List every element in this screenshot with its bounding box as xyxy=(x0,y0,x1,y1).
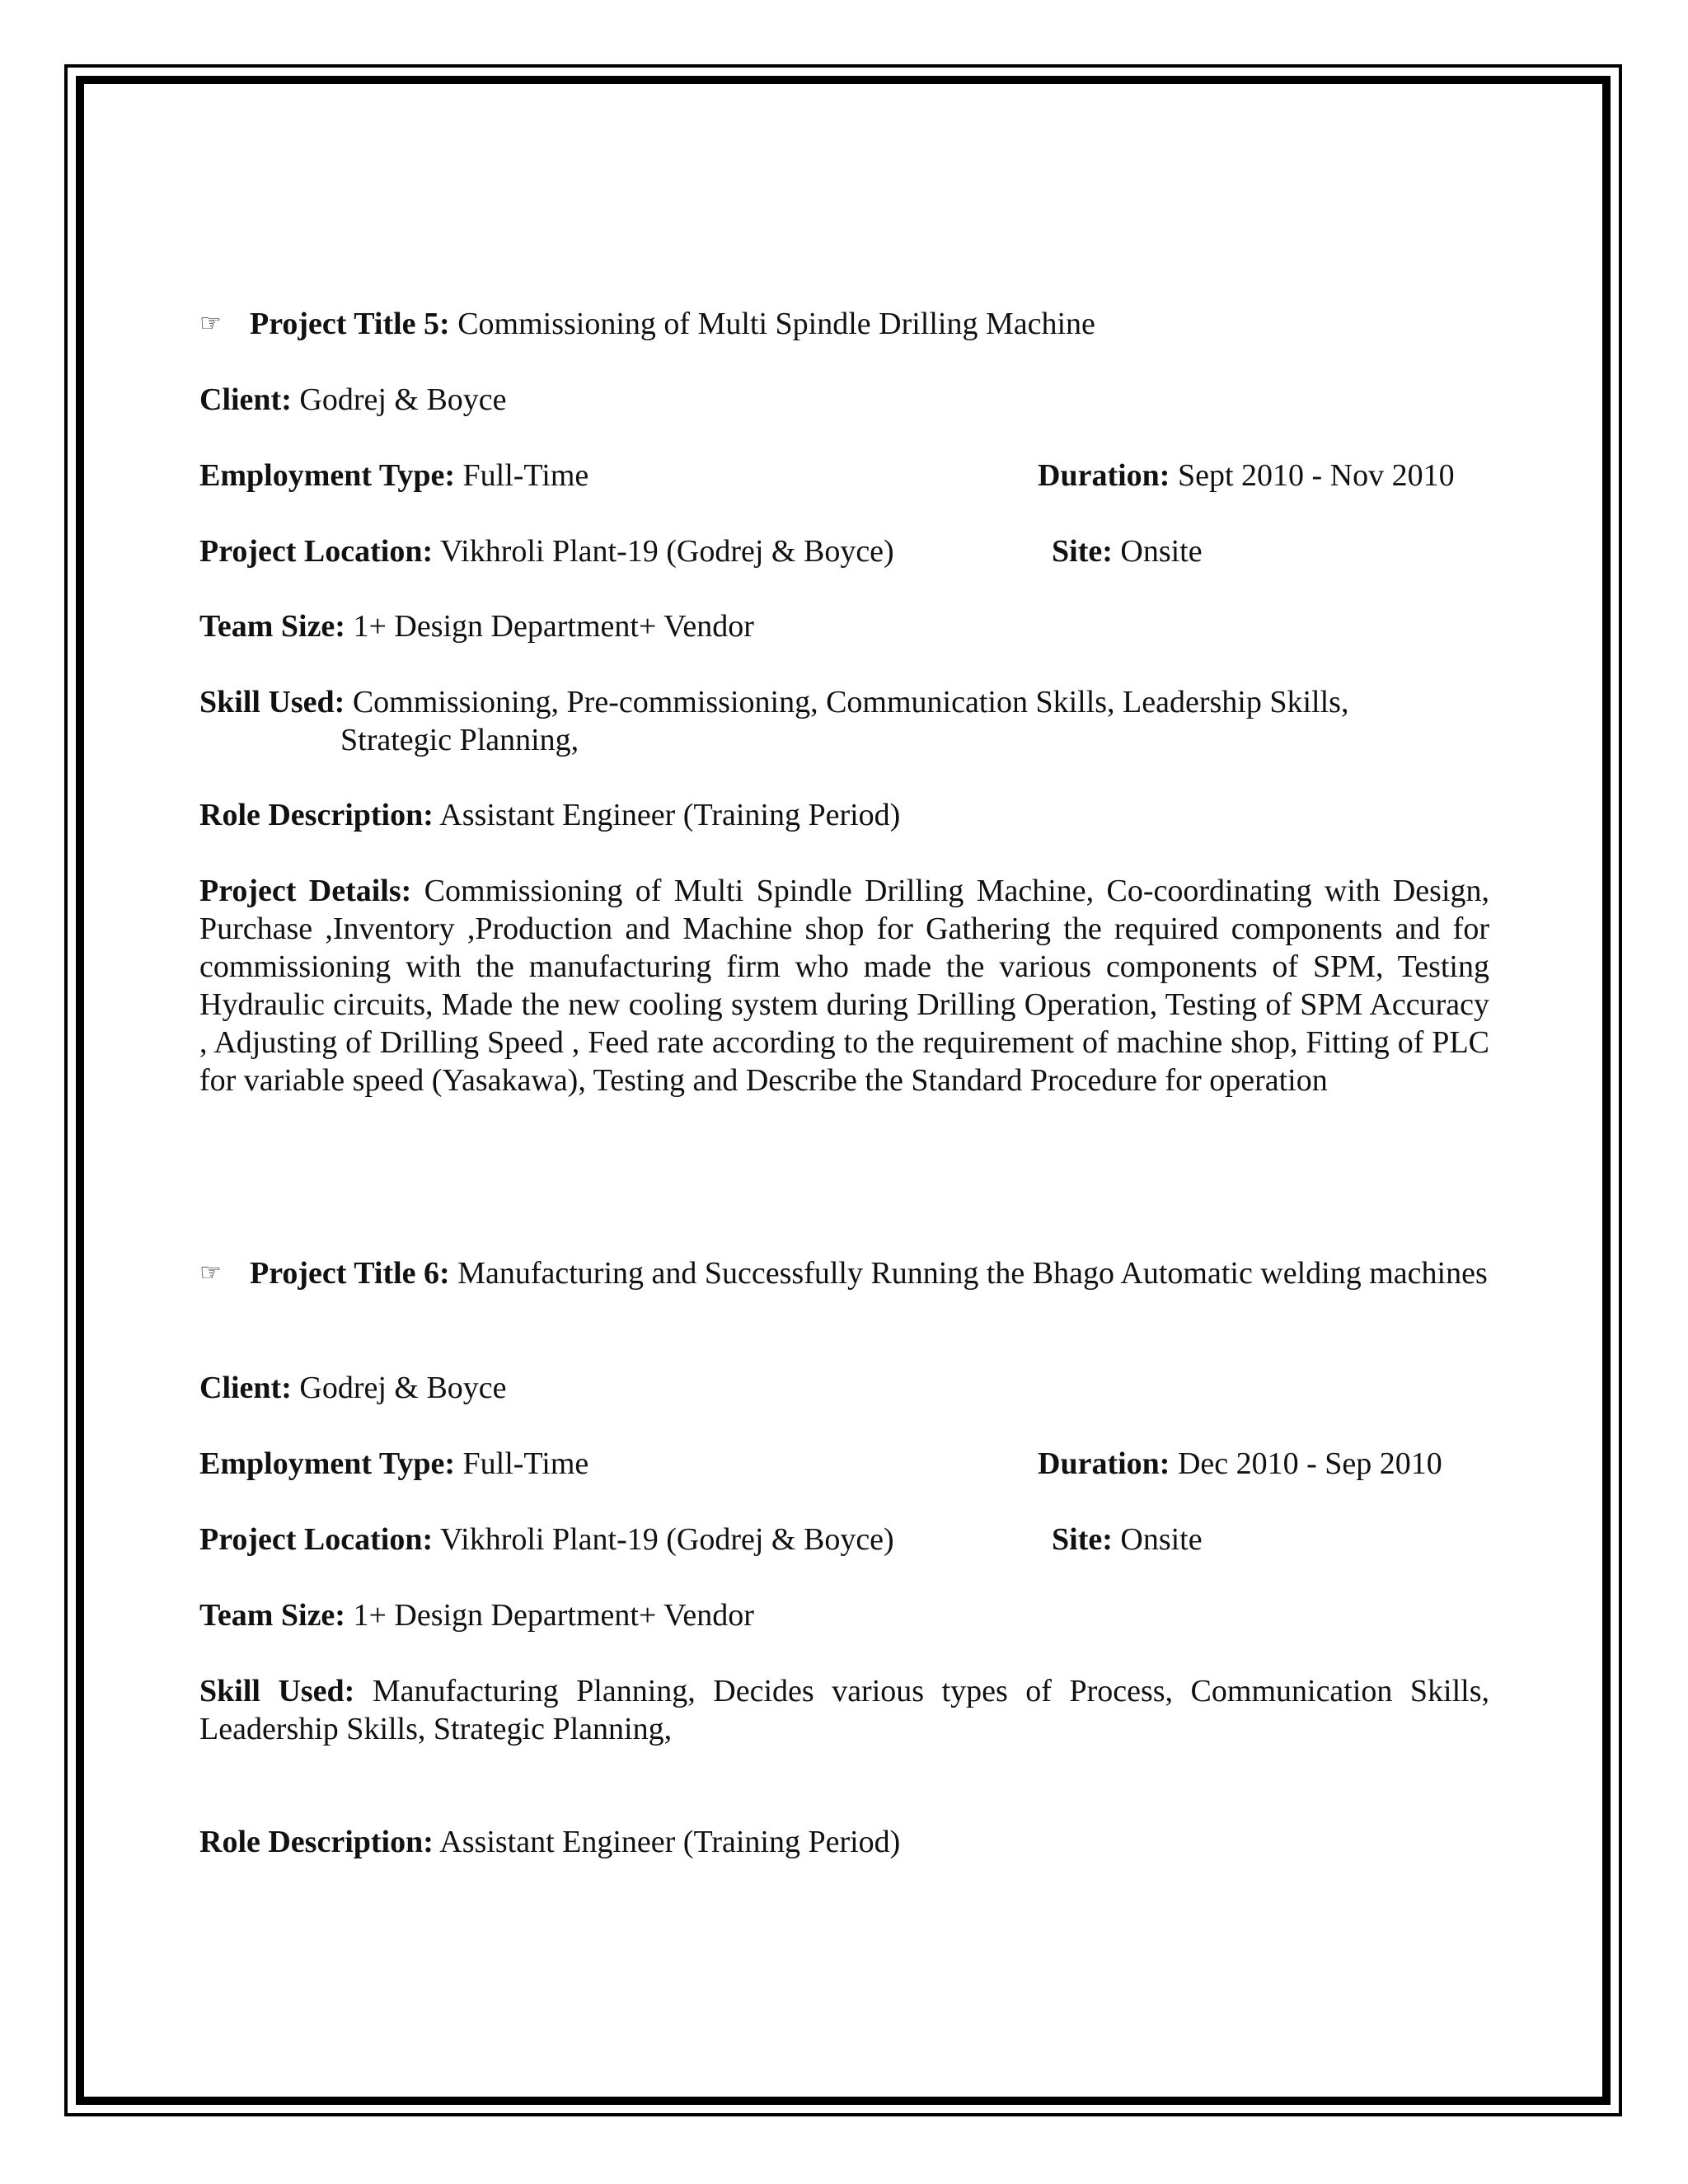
project-details-label: Project Details: xyxy=(199,874,412,908)
employment-type-value: Full-Time xyxy=(462,1446,589,1481)
skill-used-label: Skill Used: xyxy=(199,1674,355,1708)
employment-type-value: Full-Time xyxy=(462,458,589,493)
project-location-value: Vikhroli Plant-19 (Godrej & Boyce) xyxy=(439,534,894,569)
project-title-value: Manufacturing and Successfully Running the Bhago Automatic welding machines xyxy=(457,1256,1488,1291)
project-6-team-row xyxy=(199,1596,1489,1634)
client-label: Client: xyxy=(199,1371,292,1405)
project-5-client-row xyxy=(199,381,1489,419)
project-5-location-row xyxy=(199,532,1489,570)
duration-label: Duration: xyxy=(1038,1446,1170,1481)
project-details-value: Commissioning of Multi Spindle Drilling Machine, Co-coordinating with Design, Purchase ,Inventory ,Production and Machine shop for Gathering the required components and for commissioning with the manufacturing firm who made the various components of SPM, Testing Hydraulic circuits, Made the new cooling system during Drilling Operation, Testing of SPM Accuracy , Adjusting of Drilling Speed , Feed rate according to the requirement of machine shop, Fitting of PLC for variable speed (Yasakawa), Testing and Describe the Standard Procedure for operation xyxy=(199,874,1490,1098)
skill-used-value-line2: Strategic Planning, xyxy=(340,723,579,757)
role-description-value: Assistant Engineer (Training Period) xyxy=(439,1825,901,1859)
site-label: Site: xyxy=(1052,1522,1113,1557)
client-value: Godrej & Boyce xyxy=(299,1371,507,1405)
employment-type-label: Employment Type: xyxy=(199,458,455,493)
site-value: Onsite xyxy=(1120,534,1203,569)
duration-value: Sept 2010 - Nov 2010 xyxy=(1177,458,1455,493)
duration-value: Dec 2010 - Sep 2010 xyxy=(1177,1446,1442,1481)
project-5-team-row xyxy=(199,607,1489,645)
skill-used-value: Manufacturing Planning, Decides various types of Process, Communication Skills, Leadership Skills, Strategic Planning, xyxy=(199,1674,1490,1746)
project-6-title xyxy=(250,1254,1489,1292)
project-6-location-row xyxy=(199,1521,1489,1558)
role-description-value: Assistant Engineer (Training Period) xyxy=(439,798,901,832)
client-value: Godrej & Boyce xyxy=(299,382,507,417)
project-title-label: Project Title 5: xyxy=(250,307,450,341)
employment-type-label: Employment Type: xyxy=(199,1446,455,1481)
project-location-label: Project Location: xyxy=(199,534,434,569)
project-5-skill-row xyxy=(199,683,1489,759)
project-6-skill-paragraph xyxy=(199,1672,1489,1748)
team-size-value: 1+ Design Department+ Vendor xyxy=(353,609,754,644)
pointing-hand-icon: ☞ xyxy=(199,310,222,337)
project-5-employment-row xyxy=(199,457,1489,494)
skill-used-label: Skill Used: xyxy=(199,685,345,719)
client-label: Client: xyxy=(199,382,292,417)
pointing-hand-icon: ☞ xyxy=(199,1259,222,1286)
project-5-details-paragraph xyxy=(199,872,1489,1099)
project-6-employment-row xyxy=(199,1445,1489,1483)
skill-used-value-line1: Commissioning, Pre-commissioning, Communication Skills, Leadership Skills, xyxy=(352,685,1349,719)
project-5-role-row xyxy=(199,796,1489,834)
role-description-label: Role Description: xyxy=(199,798,434,832)
project-title-label: Project Title 6: xyxy=(250,1256,450,1291)
team-size-label: Team Size: xyxy=(199,1598,345,1633)
project-title-value: Commissioning of Multi Spindle Drilling Machine xyxy=(457,307,1095,341)
team-size-label: Team Size: xyxy=(199,609,345,644)
project-location-value: Vikhroli Plant-19 (Godrej & Boyce) xyxy=(439,1522,894,1557)
site-value: Onsite xyxy=(1120,1522,1203,1557)
project-location-label: Project Location: xyxy=(199,1522,434,1557)
role-description-label: Role Description: xyxy=(199,1825,434,1859)
project-6-client-row xyxy=(199,1369,1489,1407)
site-label: Site: xyxy=(1052,534,1113,569)
duration-label: Duration: xyxy=(1038,458,1170,493)
project-6-role-row xyxy=(199,1823,1489,1861)
team-size-value: 1+ Design Department+ Vendor xyxy=(353,1598,754,1633)
